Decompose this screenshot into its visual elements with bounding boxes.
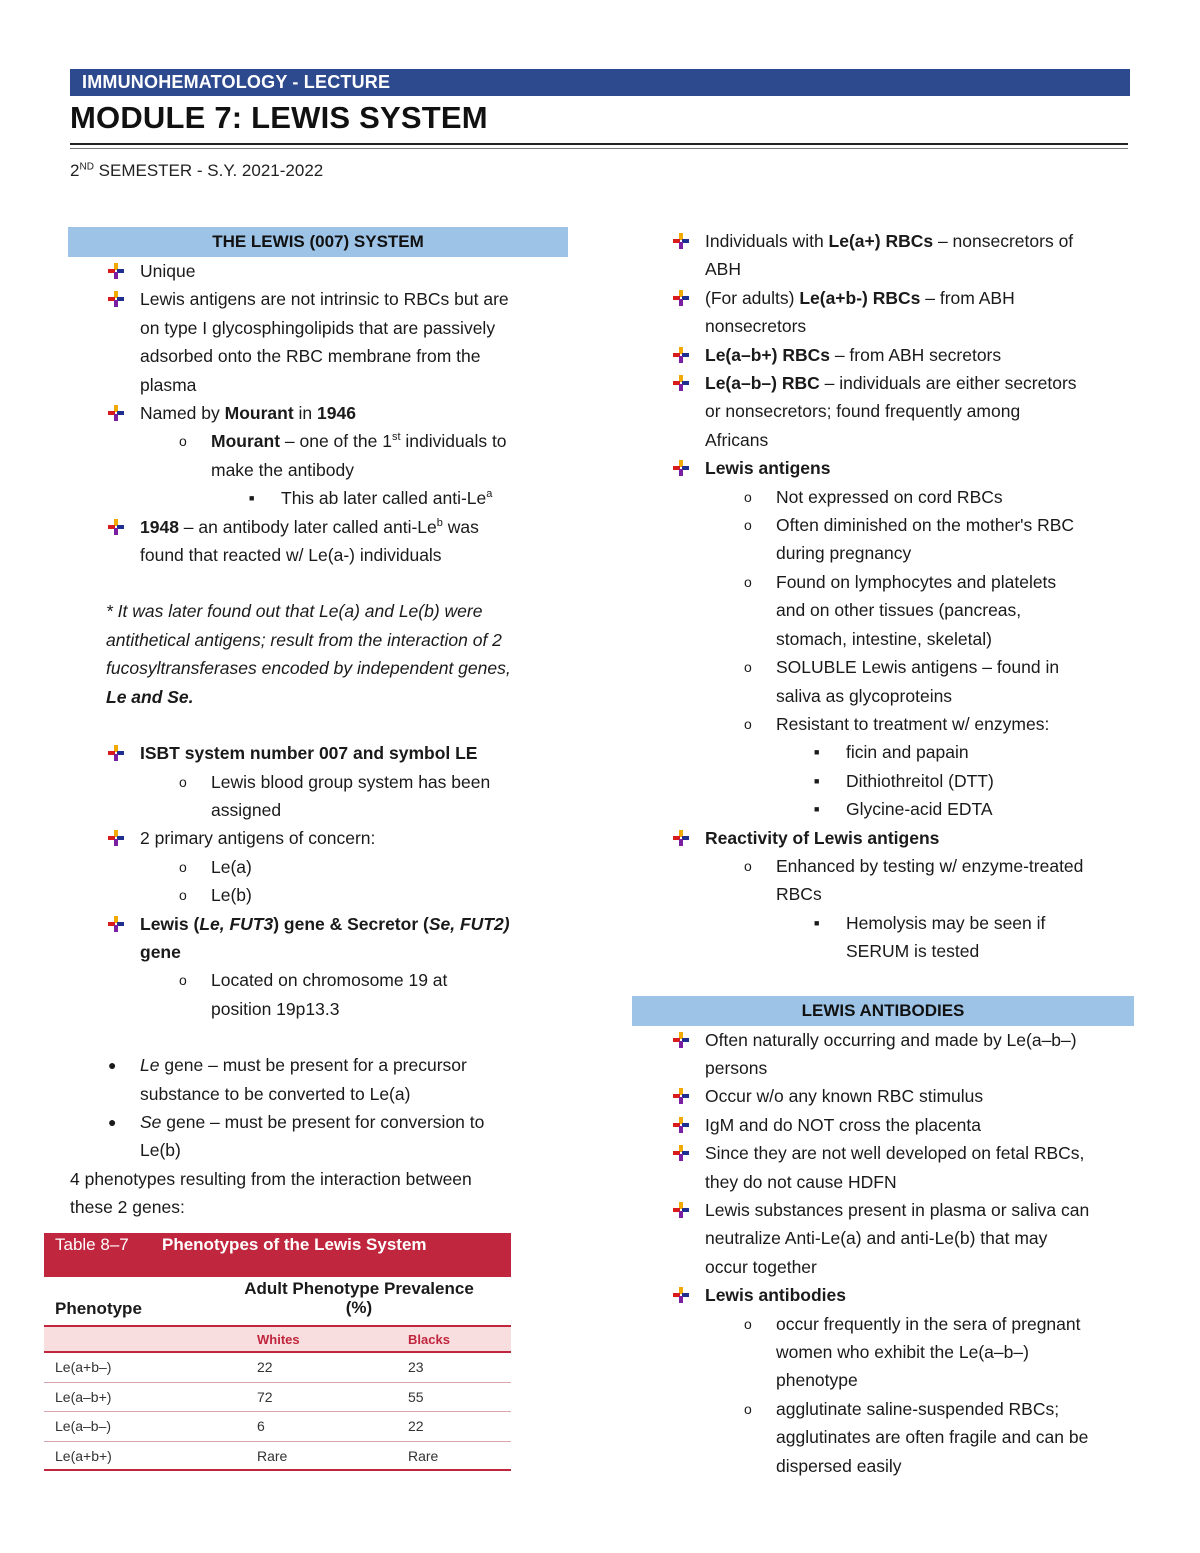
cell-blacks: 55 xyxy=(408,1388,424,1405)
dot-bullet-se-gene xyxy=(70,1108,570,1136)
bullet-secretors xyxy=(632,341,1134,369)
bullet-continuation xyxy=(632,596,1134,624)
plus-bullet-icon xyxy=(108,513,124,541)
bullet-continuation xyxy=(70,541,570,569)
bullet-text: 2 primary antigens of concern: xyxy=(140,828,376,849)
bullet-text: and on other tissues (pancreas, xyxy=(776,600,1022,621)
bullet-continuation xyxy=(632,1054,1134,1082)
bullet-text: individuals to xyxy=(400,431,507,452)
plus-bullet-icon xyxy=(108,824,124,852)
semester-superscript: ND xyxy=(79,161,94,173)
italic-text: Se xyxy=(140,1111,162,1132)
bullet-text: in xyxy=(293,403,318,424)
bullet-reactivity xyxy=(632,824,1134,852)
bullet-text: – one of the 1 xyxy=(280,431,392,452)
bullet-continuation xyxy=(70,342,570,370)
cell-blacks: 23 xyxy=(408,1359,424,1375)
paragraph-four-phenotypes xyxy=(70,1165,570,1193)
bullet-text: Not expressed on cord RBCs xyxy=(776,486,1003,507)
square-bullet-icon: ■ xyxy=(814,917,820,928)
plus-bullet-icon xyxy=(673,1082,689,1110)
bullet-continuation xyxy=(632,539,1134,567)
bullet-text: Glycine-acid EDTA xyxy=(846,799,993,820)
bullet-both-negative xyxy=(632,369,1134,397)
bullet-lewis-antigens xyxy=(632,454,1134,482)
bullet-text: adsorbed onto the RBC membrane from the xyxy=(140,346,481,367)
bullet-text: IgM and do NOT cross the placenta xyxy=(705,1114,981,1135)
column-header-whites: Whites xyxy=(257,1332,300,1347)
note-text: fucosyltransferases encoded by independent genes, xyxy=(106,658,511,679)
spacer xyxy=(70,569,570,597)
sub-bullet-chromosome xyxy=(70,966,570,994)
sub-bullet-assigned xyxy=(70,768,570,796)
bold-italic-text: Le, FUT3 xyxy=(199,913,274,934)
bullet-text: Often naturally occurring and made by Le(a–b–) xyxy=(705,1029,1077,1050)
circle-bullet-icon: o xyxy=(744,715,752,732)
bullet-text: – from ABH xyxy=(920,287,1015,308)
section-header-lewis-system: THE LEWIS (007) SYSTEM xyxy=(68,227,568,257)
bullet-text: Often diminished on the mother's RBC xyxy=(776,515,1075,536)
bold-text: Le(a+) RBCs xyxy=(828,231,934,251)
sub-bullet-found xyxy=(632,568,1134,596)
table-column-headers xyxy=(44,1277,511,1325)
bold-italic-text: Se, FUT2) xyxy=(428,913,510,934)
circle-bullet-icon: o xyxy=(179,887,187,904)
bullet-text: Resistant to treatment w/ enzymes: xyxy=(776,713,1050,734)
italic-note xyxy=(70,626,570,654)
bullet-text: Located on chromosome 19 at xyxy=(211,970,448,991)
column-header-phenotype: Phenotype xyxy=(55,1299,142,1318)
plus-bullet-icon xyxy=(108,739,124,767)
bullet-text: plasma xyxy=(140,374,197,395)
sub-bullet-diminished xyxy=(632,511,1134,539)
cell-blacks: 22 xyxy=(408,1418,424,1434)
bullet-text: dispersed easily xyxy=(776,1455,902,1476)
plus-bullet-icon xyxy=(673,227,689,255)
section-header-lewis-antibodies: LEWIS ANTIBODIES xyxy=(632,996,1134,1026)
bullet-text: on type I glycosphingolipids that are passively xyxy=(140,317,496,338)
sub-bullet-lea xyxy=(70,853,570,881)
bullet-continuation xyxy=(632,397,1134,425)
bullet-continuation xyxy=(70,796,570,824)
bullet-1948 xyxy=(70,513,570,541)
bullet-text: or nonsecretors; found frequently among xyxy=(705,401,1021,422)
column-header-prevalence: Adult Phenotype Prevalence (%) xyxy=(244,1279,474,1317)
right-column xyxy=(632,227,1134,1480)
column-header-blacks: Blacks xyxy=(408,1332,450,1347)
bullet-text: occur together xyxy=(705,1256,817,1277)
course-header-bar xyxy=(70,69,1130,96)
bullet-text: they do not cause HDFN xyxy=(705,1171,897,1192)
bullet-text: SOLUBLE Lewis antigens – found in xyxy=(776,657,1060,678)
bullet-continuation xyxy=(632,255,1134,283)
bullet-stimulus xyxy=(632,1082,1134,1110)
sub-sub-bullet-glycine xyxy=(632,795,1134,823)
bullet-text: found that reacted w/ Le(a-) individuals xyxy=(140,545,442,566)
circle-bullet-icon: o xyxy=(744,659,752,676)
semester-text: SEMESTER - S.Y. 2021-2022 xyxy=(93,161,324,180)
plus-bullet-icon xyxy=(673,824,689,852)
circle-bullet-icon: o xyxy=(744,1400,752,1417)
circle-bullet-icon: o xyxy=(744,857,752,874)
bullet-naturally-occurring xyxy=(632,1026,1134,1054)
circle-bullet-icon: o xyxy=(744,573,752,590)
sub-sub-bullet-dtt xyxy=(632,767,1134,795)
bullet-text: Since they are not well developed on fetal RBCs, xyxy=(705,1143,1085,1164)
bold-text: Le(a–b+) RBCs xyxy=(705,344,830,365)
bold-text: 1948 xyxy=(140,516,179,537)
cell-phenotype: Le(a+b+) xyxy=(55,1447,112,1464)
italic-note xyxy=(70,597,570,625)
sub-sub-bullet-hemolysis xyxy=(632,909,1134,937)
sub-sub-bullet-ficin xyxy=(632,738,1134,766)
bullet-text: neutralize Anti-Le(a) and anti-Le(b) that may xyxy=(705,1228,1048,1249)
cell-phenotype: Le(a+b–) xyxy=(55,1359,112,1375)
bullet-neutralize xyxy=(632,1196,1134,1224)
plus-bullet-icon xyxy=(673,1026,689,1054)
plus-bullet-icon xyxy=(673,1111,689,1139)
bullet-lewis-antibodies xyxy=(632,1281,1134,1309)
bullet-genes xyxy=(70,910,570,938)
bullet-text: (For adults) xyxy=(705,287,800,308)
semester-line xyxy=(70,161,323,181)
bullet-continuation xyxy=(632,937,1134,965)
bullet-text: RBCs xyxy=(776,884,822,905)
circle-bullet-icon: o xyxy=(744,488,752,505)
bullet-text: Lewis blood group system has been xyxy=(211,771,491,792)
sub-bullet-cord xyxy=(632,483,1134,511)
bullet-text: Enhanced by testing w/ enzyme-treated xyxy=(776,855,1084,876)
bullet-continuation xyxy=(632,1338,1134,1366)
table-row xyxy=(44,1412,511,1442)
paragraph-text: these 2 genes: xyxy=(70,1197,185,1218)
bullet-text: Individuals with xyxy=(705,231,829,251)
bold-text: ) gene & Secretor ( xyxy=(273,913,429,934)
spacer xyxy=(632,966,1134,996)
paragraph-continuation xyxy=(70,1193,570,1221)
bullet-continuation xyxy=(632,1423,1134,1451)
circle-bullet-icon: o xyxy=(179,433,187,450)
superscript: b xyxy=(436,516,443,529)
bullet-continuation xyxy=(632,880,1134,908)
title-divider-thin xyxy=(70,148,1128,149)
cell-whites: 22 xyxy=(257,1359,273,1375)
plus-bullet-icon xyxy=(108,910,124,938)
dot-bullet-icon: ● xyxy=(108,1057,117,1074)
bullet-text: Hemolysis may be seen if xyxy=(846,912,1046,933)
cell-whites: Rare xyxy=(257,1447,288,1464)
bullet-text: Le(a) xyxy=(211,856,252,877)
bullet-text: gene – must be present for conversion to xyxy=(161,1111,485,1132)
bullet-continuation xyxy=(70,371,570,399)
bullet-text: occur frequently in the sera of pregnant xyxy=(776,1313,1081,1334)
bullet-text: Dithiothreitol (DTT) xyxy=(846,770,994,791)
semester-number: 2 xyxy=(70,161,80,180)
bullet-continuation xyxy=(632,1224,1134,1252)
sub-bullet-soluble xyxy=(632,653,1134,681)
cell-whites: 6 xyxy=(257,1418,265,1434)
bullet-unique xyxy=(70,257,570,285)
bullet-text: saliva as glycoproteins xyxy=(776,685,953,706)
left-column xyxy=(70,227,570,1222)
bullet-igm xyxy=(632,1111,1134,1139)
plus-bullet-icon xyxy=(673,284,689,312)
table-number: Table 8–7 xyxy=(55,1235,129,1254)
bold-text: Mourant xyxy=(211,431,281,452)
bullet-continuation xyxy=(70,995,570,1023)
plus-bullet-icon xyxy=(108,399,124,427)
plus-bullet-icon xyxy=(673,1281,689,1309)
bullet-intrinsic xyxy=(70,285,570,313)
bullet-text: – an antibody later called anti-Le xyxy=(178,516,437,537)
bullet-text: was xyxy=(442,516,479,537)
table-row xyxy=(44,1383,511,1413)
bullet-named-by xyxy=(70,399,570,427)
bullet-continuation xyxy=(632,625,1134,653)
bullet-text: gene – must be present for a precursor xyxy=(159,1055,467,1076)
bullet-text: – nonsecretors of xyxy=(933,231,1074,251)
page-title: MODULE 7: LEWIS SYSTEM xyxy=(70,100,488,135)
plus-bullet-icon xyxy=(673,341,689,369)
bullet-lea-positive xyxy=(632,227,1134,255)
table-row xyxy=(44,1353,511,1383)
bullet-continuation xyxy=(70,1080,570,1108)
bullet-text: ficin and papain xyxy=(846,742,969,763)
cell-blacks: Rare xyxy=(408,1447,439,1464)
bullet-text: Lewis antigens are not intrinsic to RBCs but are xyxy=(140,289,509,310)
circle-bullet-icon: o xyxy=(744,1315,752,1332)
sub-bullet-pregnant xyxy=(632,1310,1134,1338)
plus-bullet-icon xyxy=(108,257,124,285)
bullet-continuation xyxy=(632,1452,1134,1480)
bullet-continuation xyxy=(632,1366,1134,1394)
cell-phenotype: Le(a–b–) xyxy=(55,1418,112,1434)
bullet-text: Unique xyxy=(140,261,196,281)
bold-text: Le(a–b–) RBC xyxy=(705,373,820,394)
square-bullet-icon: ■ xyxy=(814,804,820,815)
phenotype-table xyxy=(44,1233,511,1471)
cell-whites: 72 xyxy=(257,1388,273,1405)
circle-bullet-icon: o xyxy=(179,858,187,875)
bold-text: Le(a+b-) RBCs xyxy=(799,287,921,308)
bullet-continuation xyxy=(632,312,1134,340)
bullet-text: make the antibody xyxy=(211,459,355,480)
bullet-primary-antigens xyxy=(70,824,570,852)
bold-text: Lewis antibodies xyxy=(705,1285,846,1306)
bullet-text: women who exhibit the Le(a–b–) xyxy=(776,1342,1029,1363)
bold-text: 1946 xyxy=(317,403,356,424)
bold-text: gene xyxy=(140,941,181,962)
bullet-continuation xyxy=(632,1168,1134,1196)
bullet-isbt xyxy=(70,739,570,767)
plus-bullet-icon xyxy=(673,369,689,397)
bullet-text: SERUM is tested xyxy=(846,941,980,962)
table-row xyxy=(44,1442,511,1472)
bullet-text: Le(b) xyxy=(140,1140,181,1161)
bullet-continuation xyxy=(632,682,1134,710)
bullet-continuation xyxy=(70,938,570,966)
bullet-text: – from ABH secretors xyxy=(829,344,1002,365)
dot-bullet-icon: ● xyxy=(108,1113,117,1130)
circle-bullet-icon: o xyxy=(179,773,187,790)
sub-sub-bullet-anti-lea xyxy=(70,484,570,512)
bullet-text: – individuals are either secretors xyxy=(819,373,1077,394)
course-label: IMMUNOHEMATOLOGY - LECTURE xyxy=(82,72,391,92)
bullet-continuation xyxy=(632,426,1134,454)
table-subheader xyxy=(44,1325,511,1353)
italic-note xyxy=(70,683,570,711)
bullet-text: during pregnancy xyxy=(776,543,912,564)
square-bullet-icon: ■ xyxy=(814,747,820,758)
plus-bullet-icon xyxy=(673,1196,689,1224)
sub-bullet-enhanced xyxy=(632,852,1134,880)
square-bullet-icon: ■ xyxy=(814,775,820,786)
spacer xyxy=(70,1023,570,1051)
bullet-text: This ab later called anti-Le xyxy=(281,488,487,509)
bold-text: Reactivity of Lewis antigens xyxy=(705,827,940,848)
bullet-text: Occur w/o any known RBC stimulus xyxy=(705,1086,984,1107)
bullet-continuation xyxy=(632,1253,1134,1281)
bold-text: Lewis antigens xyxy=(705,458,831,479)
dot-bullet-le-gene xyxy=(70,1051,570,1079)
sub-bullet-leb xyxy=(70,881,570,909)
superscript: st xyxy=(391,431,401,444)
bullet-text: substance to be converted to Le(a) xyxy=(140,1083,411,1104)
bullet-continuation xyxy=(70,1136,570,1164)
note-text: antithetical antigens; result from the interaction of 2 xyxy=(106,629,502,650)
spacer xyxy=(70,711,570,739)
bullet-continuation xyxy=(70,456,570,484)
bullet-text: Lewis substances present in plasma or saliva can xyxy=(705,1200,1090,1220)
bullet-text: phenotype xyxy=(776,1370,858,1391)
bullet-text: persons xyxy=(705,1057,768,1078)
note-text: * It was later found out that Le(a) and Le(b) were xyxy=(106,601,483,622)
bullet-text: nonsecretors xyxy=(705,316,807,337)
title-divider xyxy=(70,143,1128,145)
bullet-text: stomach, intestine, skeletal) xyxy=(776,628,992,649)
bullet-text: agglutinates are often fragile and can be xyxy=(776,1427,1089,1448)
plus-bullet-icon xyxy=(108,285,124,313)
bullet-text: agglutinate saline-suspended RBCs; xyxy=(776,1398,1060,1419)
bold-text: Mourant xyxy=(224,403,294,424)
italic-text: Le xyxy=(140,1055,160,1076)
plus-bullet-icon xyxy=(673,454,689,482)
bullet-text: Africans xyxy=(705,429,769,450)
bullet-continuation xyxy=(70,314,570,342)
table-title-bar xyxy=(44,1233,511,1277)
paragraph-text: 4 phenotypes resulting from the interaction between xyxy=(70,1168,472,1189)
bullet-text: Found on lymphocytes and platelets xyxy=(776,571,1057,592)
sub-bullet-resistant xyxy=(632,710,1134,738)
bullet-text: Le(b) xyxy=(211,885,252,906)
bullet-text: ABH xyxy=(705,259,741,280)
bullet-text: position 19p13.3 xyxy=(211,998,340,1019)
bullet-text: Named by xyxy=(140,403,225,424)
table-title: Phenotypes of the Lewis System xyxy=(162,1235,427,1254)
bullet-text: assigned xyxy=(211,799,282,820)
superscript: a xyxy=(486,488,493,501)
circle-bullet-icon: o xyxy=(744,517,752,534)
bold-text: ISBT system number 007 and symbol LE xyxy=(140,743,478,764)
italic-note xyxy=(70,654,570,682)
bold-text: Lewis ( xyxy=(140,913,200,934)
bullet-adults xyxy=(632,284,1134,312)
bullet-fetal xyxy=(632,1139,1134,1167)
sub-bullet-agglutinate xyxy=(632,1395,1134,1423)
circle-bullet-icon: o xyxy=(179,972,187,989)
cell-phenotype: Le(a–b+) xyxy=(55,1388,112,1405)
square-bullet-icon: ■ xyxy=(249,493,255,504)
note-text-bold: Le and Se. xyxy=(106,686,194,707)
sub-bullet-mourant xyxy=(70,427,570,455)
plus-bullet-icon xyxy=(673,1139,689,1167)
